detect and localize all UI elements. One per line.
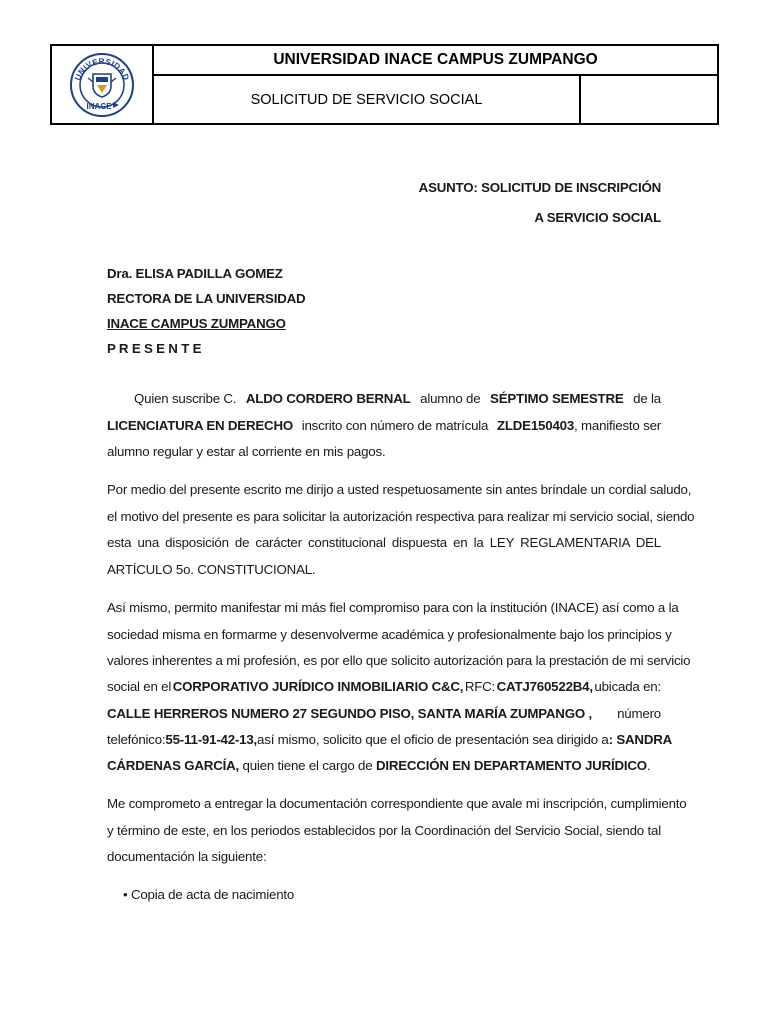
recipient-campus: INACE CAMPUS ZUMPANGO xyxy=(107,316,286,331)
asunto-line-1: ASUNTO: SOLICITUD DE INSCRIPCIÓN xyxy=(418,180,661,195)
paragraph-4-line-2: y término de este, en los periodos establecidos por la Coordinación del Servicio Social, siendo tal xyxy=(107,823,661,838)
paragraph-2-line-4: ARTÍCULO 5o. CONSTITUCIONAL. xyxy=(107,562,316,577)
university-seal-logo xyxy=(69,52,135,118)
paragraph-4-line-3: documentación la siguiente: xyxy=(107,849,267,864)
logo-cell xyxy=(52,46,154,123)
paragraph-3-line-5: CALLE HERREROS NUMERO 27 SEGUNDO PISO, SANTA MARÍA ZUMPANGO , número xyxy=(107,706,661,721)
recipient-role: RECTORA DE LA UNIVERSIDAD xyxy=(107,291,306,306)
paragraph-3-line-1: Así mismo, permito manifestar mi más fiel compromiso para con la institución (INACE) así como a la xyxy=(107,600,679,615)
paragraph-2-line-1: Por medio del presente escrito me dirijo a usted respetuosamente sin antes bríndale un cordial saludo, xyxy=(107,482,692,497)
svg-text:INACE: INACE xyxy=(86,101,112,111)
header-table xyxy=(50,44,719,125)
presente-label: P R E S E N T E xyxy=(107,341,202,356)
header-blank-cell xyxy=(581,76,717,123)
paragraph-3-line-2: sociedad misma en formarme y desenvolverme académica y profesionalmente bajo los principios y xyxy=(107,627,672,642)
paragraph-3-line-3: valores inherentes a mi profesión, es por ello que solicito autorización para la prestación de mi servicio xyxy=(107,653,691,668)
document-header-title: UNIVERSIDAD INACE CAMPUS ZUMPANGO xyxy=(154,46,717,76)
paragraph-3-line-7: CÁRDENAS GARCÍA, quien tiene el cargo de DIRECCIÓN EN DEPARTAMENTO JURÍDICO. xyxy=(107,758,651,773)
paragraph-1-line-2: LICENCIATURA EN DERECHO inscrito con número de matrícula ZLDE150403, manifiesto ser xyxy=(107,418,661,433)
list-item: • Copia de acta de nacimiento xyxy=(123,887,295,902)
paragraph-2-line-3: esta una disposición de carácter constitucional dispuesta en la LEY REGLAMENTARIA DEL xyxy=(107,535,661,550)
recipient-name: Dra. ELISA PADILLA GOMEZ xyxy=(107,266,283,281)
paragraph-3-line-6: telefónico: 55-11-91-42-13, así mismo, solicito que el oficio de presentación sea dirigido a : SANDRA xyxy=(107,732,673,747)
paragraph-2-line-2: el motivo del presente es para solicitar la autorización respectiva para realizar mi servicio social, siendo xyxy=(107,509,695,524)
paragraph-1-line-1: Quien suscribe C. ALDO CORDERO BERNAL alumno de SÉPTIMO SEMESTRE de la xyxy=(134,391,661,406)
svg-text:UNIVERSIDAD: UNIVERSIDAD xyxy=(73,56,131,82)
document-header-subtitle: SOLICITUD DE SERVICIO SOCIAL xyxy=(154,76,581,123)
paragraph-1-line-3: alumno regular y estar al corriente en mis pagos. xyxy=(107,444,386,459)
asunto-line-2: A SERVICIO SOCIAL xyxy=(534,210,661,225)
paragraph-4-line-1: Me comprometo a entregar la documentación correspondiente que avale mi inscripción, cumplimiento xyxy=(107,796,687,811)
paragraph-3-line-4: social en el CORPORATIVO JURÍDICO INMOBILIARIO C&C, RFC: CATJ760522B4, ubicada en: xyxy=(107,679,661,694)
